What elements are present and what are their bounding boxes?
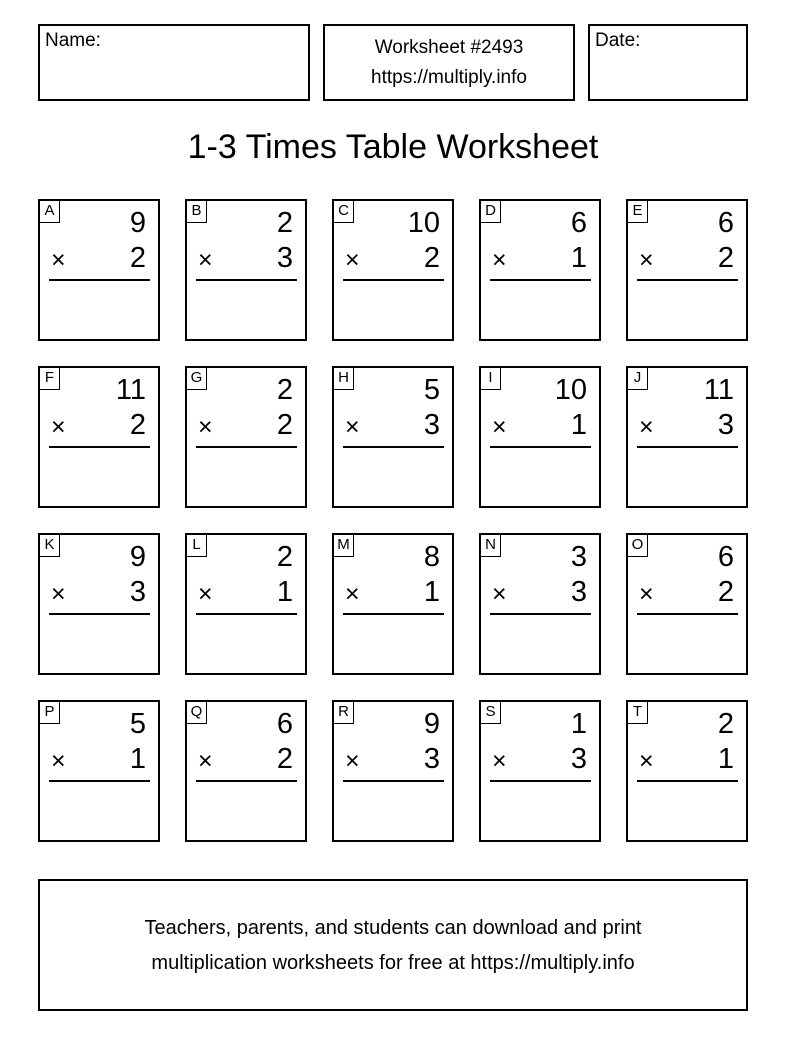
problem-letter: M: [334, 535, 354, 557]
multiplicand: 9: [129, 207, 146, 239]
multiplicand: 6: [717, 541, 734, 573]
answer-line: [490, 780, 591, 782]
times-sign: ×: [492, 747, 507, 775]
answer-space[interactable]: [49, 452, 150, 500]
problem-card: [38, 700, 160, 842]
times-sign: ×: [198, 580, 213, 608]
problem-card: [479, 533, 601, 675]
problem-card: [332, 199, 454, 341]
times-sign: ×: [492, 413, 507, 441]
date-field[interactable]: [588, 24, 748, 101]
answer-space[interactable]: [196, 452, 297, 500]
multiplier: 1: [570, 242, 587, 274]
times-sign: ×: [492, 246, 507, 274]
problem-letter: O: [628, 535, 648, 557]
times-sign: ×: [198, 246, 213, 274]
multiplier: 3: [717, 409, 734, 441]
problem-card: [38, 366, 160, 508]
footer-text-line-2: multiplication worksheets for free at https://multiply.info: [151, 952, 635, 974]
worksheet-info-box: [323, 24, 575, 101]
multiplier: 1: [276, 576, 293, 608]
multiplicand: 2: [276, 374, 293, 406]
problem-card: [626, 199, 748, 341]
times-sign: ×: [345, 413, 360, 441]
answer-line: [196, 279, 297, 281]
times-sign: ×: [492, 580, 507, 608]
multiplier: 3: [423, 743, 440, 775]
multiplicand: 10: [407, 207, 440, 239]
answer-line: [49, 613, 150, 615]
times-sign: ×: [51, 246, 66, 274]
answer-space[interactable]: [49, 285, 150, 333]
multiplier: 2: [717, 576, 734, 608]
problem-card: [479, 366, 601, 508]
multiplier: 2: [129, 409, 146, 441]
multiplicand: 9: [423, 708, 440, 740]
multiplicand: 9: [129, 541, 146, 573]
times-sign: ×: [198, 747, 213, 775]
multiplicand: 10: [554, 374, 587, 406]
answer-space[interactable]: [196, 619, 297, 667]
multiplicand: 8: [423, 541, 440, 573]
problem-letter: A: [40, 201, 60, 223]
problem-card: [626, 700, 748, 842]
answer-space[interactable]: [343, 619, 444, 667]
problem-card: [332, 700, 454, 842]
answer-space[interactable]: [196, 786, 297, 834]
answer-space[interactable]: [343, 786, 444, 834]
multiplier: 2: [276, 743, 293, 775]
worksheet-number: Worksheet #2493: [374, 37, 524, 58]
times-sign: ×: [51, 747, 66, 775]
multiplier: 3: [276, 242, 293, 274]
answer-space[interactable]: [490, 452, 591, 500]
problem-letter: T: [628, 702, 648, 724]
answer-line: [343, 780, 444, 782]
multiplicand: 5: [129, 708, 146, 740]
problem-letter: G: [187, 368, 207, 390]
times-sign: ×: [345, 580, 360, 608]
times-sign: ×: [639, 580, 654, 608]
problem-letter: E: [628, 201, 648, 223]
problem-letter: B: [187, 201, 207, 223]
multiplier: 1: [717, 743, 734, 775]
answer-space[interactable]: [49, 619, 150, 667]
answer-line: [490, 613, 591, 615]
answer-line: [490, 279, 591, 281]
name-field[interactable]: [38, 24, 310, 101]
multiplicand: 3: [570, 541, 587, 573]
multiplier: 3: [570, 743, 587, 775]
problem-card: [332, 533, 454, 675]
problem-letter: S: [481, 702, 501, 724]
answer-space[interactable]: [490, 619, 591, 667]
answer-line: [343, 446, 444, 448]
multiplier: 3: [129, 576, 146, 608]
times-sign: ×: [198, 413, 213, 441]
answer-line: [196, 780, 297, 782]
multiplicand: 6: [570, 207, 587, 239]
problem-letter: R: [334, 702, 354, 724]
multiplicand: 1: [570, 708, 587, 740]
problem-card: [38, 533, 160, 675]
answer-space[interactable]: [343, 285, 444, 333]
answer-line: [490, 446, 591, 448]
answer-space[interactable]: [637, 786, 738, 834]
answer-line: [637, 279, 738, 281]
multiplier: 2: [129, 242, 146, 274]
multiplicand: 6: [276, 708, 293, 740]
problem-card: [626, 533, 748, 675]
multiplier: 3: [423, 409, 440, 441]
answer-space[interactable]: [490, 285, 591, 333]
times-sign: ×: [51, 580, 66, 608]
answer-line: [637, 613, 738, 615]
times-sign: ×: [345, 246, 360, 274]
answer-space[interactable]: [49, 786, 150, 834]
multiplicand: 11: [703, 374, 734, 406]
times-sign: ×: [639, 747, 654, 775]
multiplier: 2: [276, 409, 293, 441]
problem-letter: C: [334, 201, 354, 223]
problem-letter: N: [481, 535, 501, 557]
answer-space[interactable]: [490, 786, 591, 834]
problem-letter: L: [187, 535, 207, 557]
multiplier: 2: [717, 242, 734, 274]
date-label: Date:: [595, 30, 641, 51]
multiplicand: 2: [276, 207, 293, 239]
problem-card: [185, 366, 307, 508]
times-sign: ×: [639, 413, 654, 441]
multiplier: 1: [129, 743, 146, 775]
problem-card: [479, 700, 601, 842]
multiplicand: 2: [717, 708, 734, 740]
answer-space[interactable]: [637, 285, 738, 333]
answer-line: [637, 446, 738, 448]
answer-line: [343, 279, 444, 281]
problem-card: [38, 199, 160, 341]
problem-card: [185, 199, 307, 341]
worksheet-url[interactable]: https://multiply.info: [371, 67, 527, 88]
problem-card: [479, 199, 601, 341]
answer-line: [49, 446, 150, 448]
answer-space[interactable]: [343, 452, 444, 500]
name-label: Name:: [45, 30, 101, 51]
page-title: 1-3 Times Table Worksheet: [187, 128, 599, 166]
problem-letter: D: [481, 201, 501, 223]
multiplier: 2: [423, 242, 440, 274]
answer-line: [49, 279, 150, 281]
multiplicand: 11: [115, 374, 146, 406]
problem-letter: J: [628, 368, 648, 390]
times-sign: ×: [51, 413, 66, 441]
multiplicand: 2: [276, 541, 293, 573]
footer-text-line-1: Teachers, parents, and students can download and print: [144, 917, 642, 939]
problem-letter: Q: [187, 702, 207, 724]
problem-letter: H: [334, 368, 354, 390]
problem-card: [185, 533, 307, 675]
answer-line: [343, 613, 444, 615]
times-sign: ×: [345, 747, 360, 775]
problem-letter: P: [40, 702, 60, 724]
answer-line: [196, 446, 297, 448]
multiplicand: 5: [423, 374, 440, 406]
answer-line: [196, 613, 297, 615]
multiplier: 3: [570, 576, 587, 608]
answer-space[interactable]: [637, 619, 738, 667]
problem-card: [626, 366, 748, 508]
multiplicand: 6: [717, 207, 734, 239]
answer-space[interactable]: [637, 452, 738, 500]
problem-letter: I: [481, 368, 501, 390]
footer-box: [38, 879, 748, 1011]
problem-card: [332, 366, 454, 508]
times-sign: ×: [639, 246, 654, 274]
multiplier: 1: [570, 409, 587, 441]
problem-letter: K: [40, 535, 60, 557]
answer-space[interactable]: [196, 285, 297, 333]
problem-card: [185, 700, 307, 842]
multiplier: 1: [423, 576, 440, 608]
problem-letter: F: [40, 368, 60, 390]
answer-line: [49, 780, 150, 782]
answer-line: [637, 780, 738, 782]
